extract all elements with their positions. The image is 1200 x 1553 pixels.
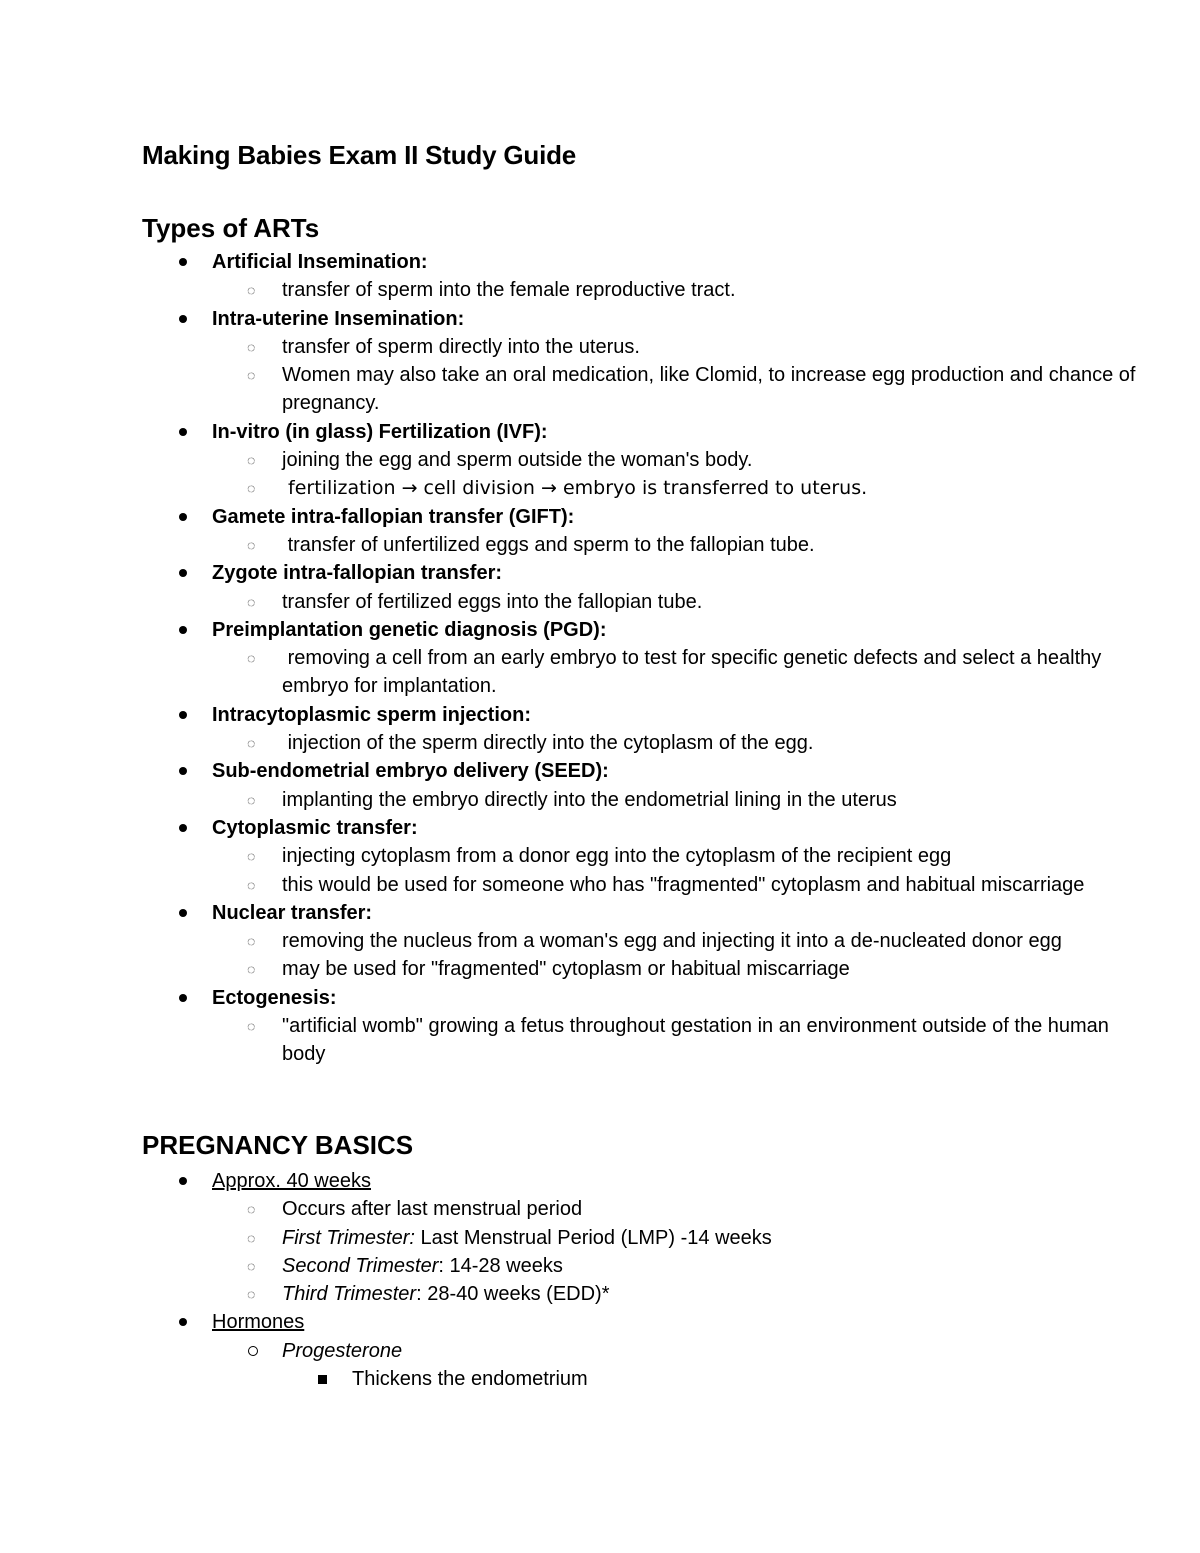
detail-text: injecting cytoplasm from a donor egg into the cytoplasm of the recipient egg	[282, 845, 952, 868]
sub-list-item	[212, 644, 1142, 701]
dotted-circle-bullet-icon: ◌	[247, 480, 256, 497]
sub-list-item	[212, 446, 1142, 474]
dotted-circle-bullet-icon: ◌	[247, 1018, 256, 1035]
item-label: Gamete intra-fallopian transfer (GIFT):	[212, 505, 575, 528]
dotted-circle-bullet-icon: ◌	[247, 876, 256, 893]
dotted-circle-bullet-icon: ◌	[247, 536, 256, 553]
sub-list	[212, 588, 1142, 616]
section-heading-pregnancy: PREGNANCY BASICS	[142, 1130, 414, 1160]
bullet-icon	[179, 824, 187, 832]
item-label: Nuclear transfer:	[212, 901, 373, 924]
item-label: Preimplantation genetic diagnosis (PGD):	[212, 618, 607, 641]
dotted-circle-bullet-icon: ◌	[247, 848, 256, 865]
dotted-circle-bullet-icon: ◌	[247, 367, 256, 384]
bullet-icon	[179, 1318, 187, 1326]
sub-list-item	[212, 1224, 772, 1252]
effect-text: Thickens the endometrium	[352, 1368, 588, 1391]
detail-text: transfer of sperm into the female reproductive tract.	[282, 279, 736, 302]
detail-text: this would be used for someone who has "fragmented" cytoplasm and habitual miscarriage	[282, 873, 1085, 896]
detail-text: : 14-28 weeks	[438, 1254, 563, 1277]
bullet-icon	[179, 1177, 187, 1185]
detail-text: Last Menstrual Period (LMP) -14 weeks	[414, 1226, 772, 1249]
detail-text: : 28-40 weeks (EDD)*	[416, 1283, 610, 1306]
hollow-circle-bullet-icon	[248, 1346, 258, 1356]
detail-text: removing the nucleus from a woman's egg and injecting it into a de-nucleated donor egg	[282, 930, 1062, 953]
sub-list	[212, 333, 1142, 418]
sub-list-item	[212, 955, 1142, 983]
list-item	[142, 984, 1142, 1069]
list-item	[142, 503, 1142, 560]
detail-text: injection of the sperm directly into the cytoplasm of the egg.	[282, 732, 814, 755]
sub-list-item	[212, 276, 1142, 304]
sub-list-item	[212, 1337, 772, 1394]
bullet-icon	[179, 315, 187, 323]
item-label: Approx. 40 weeks	[212, 1170, 371, 1192]
detail-text: Women may also take an oral medication, like Clomid, to increase egg production and chance of pregnancy.	[282, 364, 1141, 415]
list-item	[142, 418, 1142, 503]
sub-list-item	[212, 531, 1142, 559]
hormone-name: Progesterone	[282, 1339, 403, 1362]
detail-text: may be used for "fragmented" cytoplasm or habitual miscarriage	[282, 958, 850, 981]
detail-text: implanting the embryo directly into the endometrial lining in the uterus	[282, 788, 897, 811]
list-item	[142, 757, 1142, 814]
sub-list-item	[212, 1252, 772, 1280]
sub-list	[212, 1012, 1142, 1069]
sub-sub-list	[282, 1365, 772, 1393]
detail-text: Occurs after last menstrual period	[282, 1198, 583, 1221]
sub-list	[212, 927, 1142, 984]
dotted-circle-bullet-icon: ◌	[247, 735, 256, 752]
dotted-circle-bullet-icon: ◌	[247, 338, 256, 355]
list-item	[142, 814, 1142, 899]
sub-list	[212, 1337, 772, 1394]
section-heading-arts: Types of ARTs	[142, 213, 320, 243]
item-label: Intra-uterine Insemination:	[212, 307, 465, 330]
trimester-label: First Trimester:	[282, 1226, 415, 1249]
list-item	[142, 899, 1142, 984]
list-item	[142, 701, 1142, 758]
dotted-circle-bullet-icon: ◌	[247, 593, 256, 610]
dotted-circle-bullet-icon: ◌	[247, 1201, 256, 1218]
sub-list	[212, 786, 1142, 814]
square-bullet-icon	[318, 1375, 327, 1384]
bullet-icon	[179, 626, 187, 634]
bullet-icon	[179, 569, 187, 577]
sub-list-item	[212, 1280, 772, 1308]
detail-text: joining the egg and sperm outside the woman's body.	[282, 449, 753, 472]
dotted-circle-bullet-icon: ◌	[247, 1229, 256, 1246]
sub-list	[212, 644, 1142, 701]
list-item	[142, 616, 1142, 701]
sub-list-item	[212, 333, 1142, 361]
list-item	[142, 248, 1142, 305]
page-title: Making Babies Exam II Study Guide	[142, 140, 577, 170]
bullet-icon	[179, 909, 187, 917]
sub-list	[212, 276, 1142, 304]
sub-sub-list-item	[282, 1365, 772, 1393]
bullet-icon	[179, 711, 187, 719]
sub-list	[212, 842, 1142, 899]
sub-list-item	[212, 786, 1142, 814]
sub-list-item	[212, 588, 1142, 616]
bullet-icon	[179, 428, 187, 436]
sub-list-item	[212, 1012, 1142, 1069]
sub-list-item	[212, 871, 1142, 899]
dotted-circle-bullet-icon: ◌	[247, 282, 256, 299]
detail-text: transfer of fertilized eggs into the fallopian tube.	[282, 590, 703, 613]
item-label: Ectogenesis:	[212, 986, 337, 1009]
detail-text: "artificial womb" growing a fetus throughout gestation in an environment outside of the human body	[282, 1015, 1115, 1066]
sub-list-item	[212, 729, 1142, 757]
arts-list	[142, 248, 1142, 1069]
trimester-label: Second Trimester	[282, 1254, 439, 1277]
detail-text: removing a cell from an early embryo to test for specific genetic defects and select a healthy embryo for implantation.	[282, 647, 1107, 698]
pregnancy-list	[142, 1167, 772, 1393]
item-label: Artificial Insemination:	[212, 251, 428, 273]
sub-list-item	[212, 361, 1142, 418]
dotted-circle-bullet-icon: ◌	[247, 961, 256, 978]
detail-text: transfer of sperm directly into the uterus.	[282, 335, 640, 358]
item-label: Sub-endometrial embryo delivery (SEED):	[212, 760, 609, 783]
bullet-icon	[179, 513, 187, 521]
dotted-circle-bullet-icon: ◌	[247, 933, 256, 950]
item-label: Hormones	[212, 1311, 305, 1334]
sub-list-item	[212, 474, 1142, 502]
sub-list-item	[212, 927, 1142, 955]
trimester-label: Third Trimester	[282, 1283, 417, 1306]
bullet-icon	[179, 767, 187, 775]
bullet-icon	[179, 994, 187, 1002]
dotted-circle-bullet-icon: ◌	[247, 1286, 256, 1303]
list-item	[142, 559, 1142, 616]
detail-text: transfer of unfertilized eggs and sperm to the fallopian tube.	[282, 533, 815, 556]
item-label: Intracytoplasmic sperm injection:	[212, 703, 531, 726]
dotted-circle-bullet-icon: ◌	[247, 452, 256, 469]
bullet-icon	[179, 258, 187, 266]
sub-list	[212, 446, 1142, 503]
dotted-circle-bullet-icon: ◌	[247, 650, 256, 667]
sub-list	[212, 531, 1142, 559]
item-label: In-vitro (in glass) Fertilization (IVF):	[212, 420, 548, 443]
list-item	[142, 1167, 772, 1308]
item-label: Zygote intra-fallopian transfer:	[212, 562, 503, 585]
dotted-circle-bullet-icon: ◌	[247, 1257, 256, 1274]
dotted-circle-bullet-icon: ◌	[247, 791, 256, 808]
item-label: Cytoplasmic transfer:	[212, 816, 418, 839]
sub-list	[212, 1195, 772, 1308]
sub-list-item	[212, 842, 1142, 870]
sub-list-item	[212, 1195, 772, 1223]
list-item	[142, 305, 1142, 418]
sub-list	[212, 729, 1142, 757]
list-item	[142, 1308, 772, 1393]
detail-text: fertilization → cell division → embryo is transferred to uterus.	[282, 477, 868, 500]
